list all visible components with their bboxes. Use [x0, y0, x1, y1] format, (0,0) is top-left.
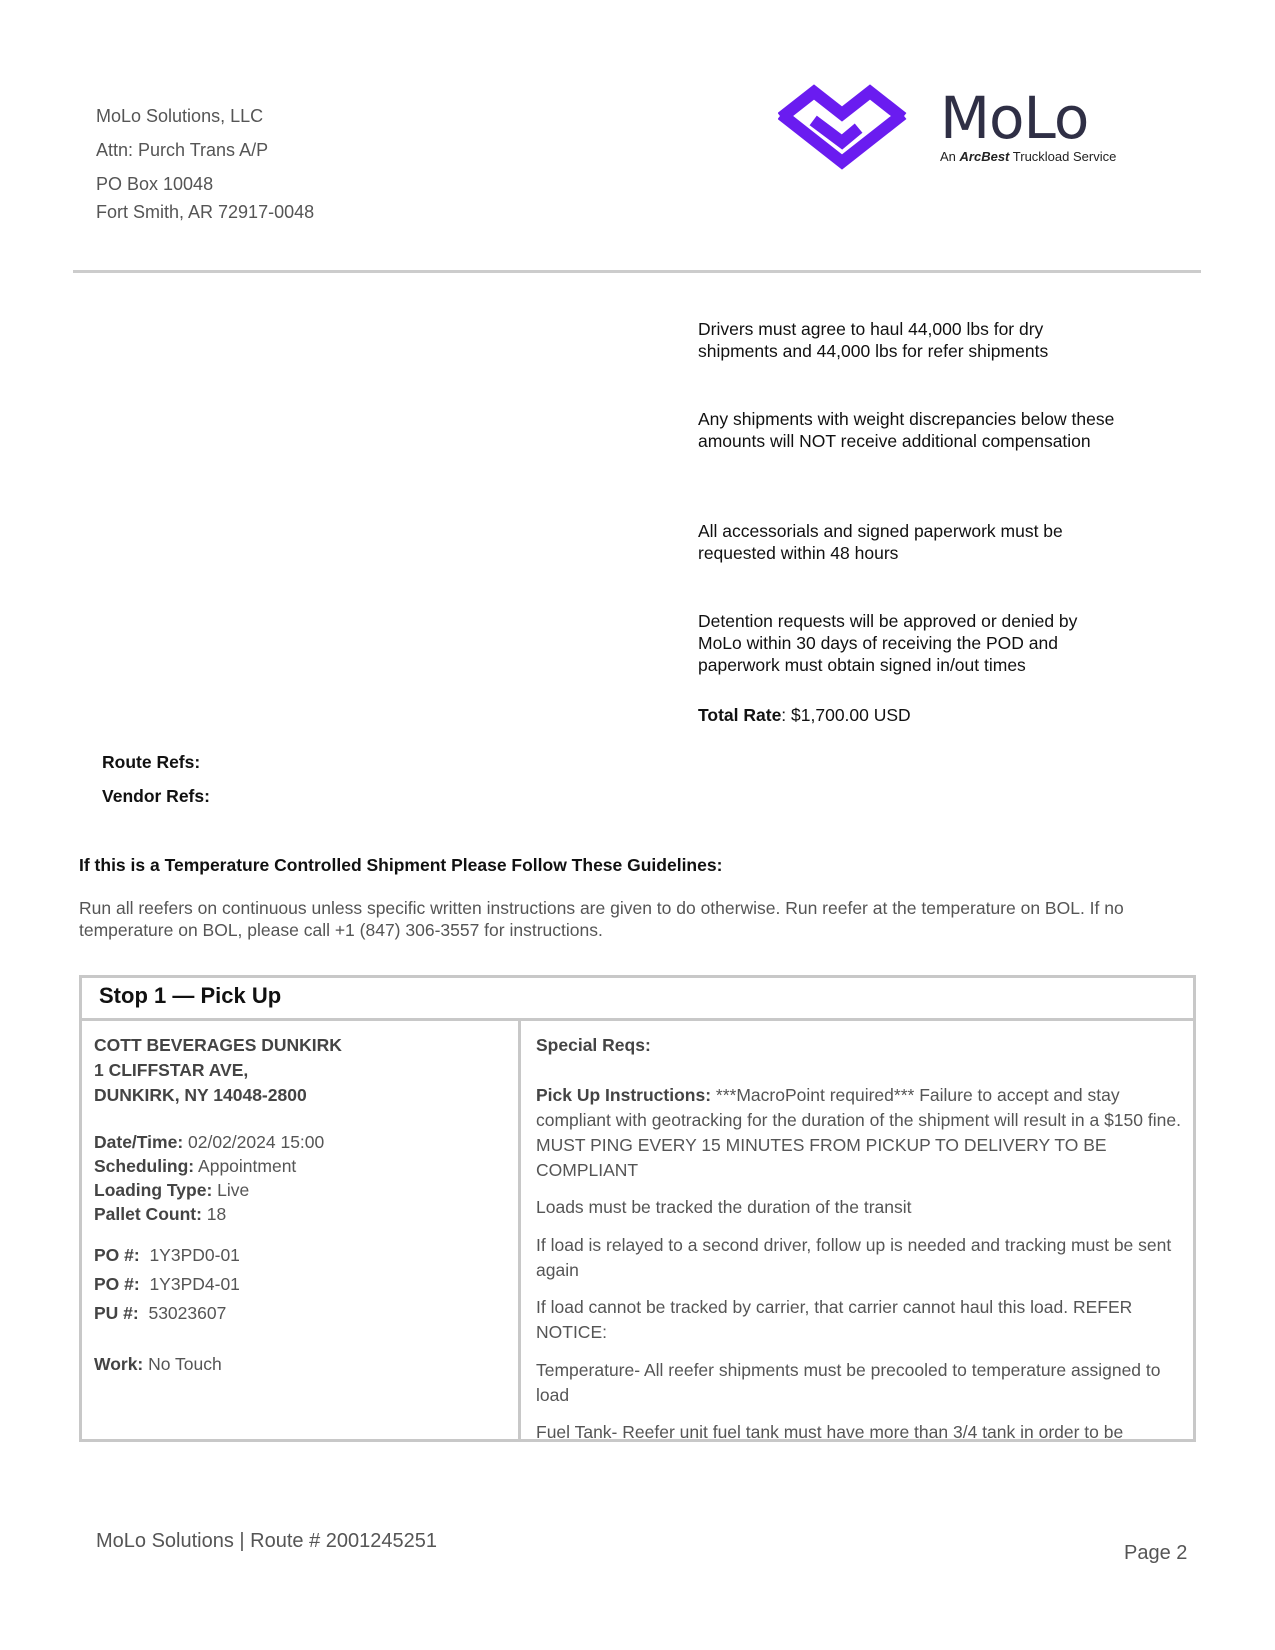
stop-street: 1 CLIFFSTAR AVE,	[94, 1060, 249, 1080]
total-rate	[698, 704, 1118, 726]
temperature-title: If this is a Temperature Controlled Shipment Please Follow These Guidelines:	[79, 855, 723, 875]
logo-tagline	[940, 149, 1116, 164]
sender-po-box: PO Box 10048	[96, 174, 214, 194]
temperature-body: Run all reefers on continuous unless specific written instructions are given to do otherwise. Run reefer at the temperature on BOL. If no temperature on BOL, please call +1 (847) 306-3557 for instructions.	[79, 898, 1124, 940]
logo-tag-suffix: Truckload Service	[1012, 149, 1117, 164]
stop-company: COTT BEVERAGES DUNKIRK	[94, 1035, 342, 1055]
pallet-label: Pallet Count:	[94, 1204, 202, 1224]
instruction-refer-notice: If load cannot be tracked by carrier, that carrier cannot haul this load. REFER NOTICE:	[536, 1297, 1133, 1342]
note-weight: Drivers must agree to haul 44,000 lbs for dry shipments and 44,000 lbs for refer shipments	[698, 319, 1049, 361]
stop-title: Stop 1 — Pick Up	[99, 983, 282, 1008]
note-detention: Detention requests will be approved or denied by MoLo within 30 days of receiving the POD and paperwork must obtain signed in/out times	[698, 611, 1078, 675]
instruction-tracked: Loads must be tracked the duration of the transit	[536, 1197, 912, 1217]
po1-label: PO #:	[94, 1245, 140, 1265]
logo-tag-brand: ArcBest	[959, 149, 1010, 164]
po2-value: 1Y3PD4-01	[139, 1274, 240, 1294]
stop-column-divider	[518, 1018, 521, 1439]
pickup-text: ***MacroPoint required*** Failure to accept and stay compliant with geotracking for the duration of the shipment will result in a $150 fine. MUST PING EVERY 15 MINUTES FROM PICKUP TO DELIVERY TO BE COMPLIANT	[536, 1085, 1181, 1180]
sender-name: MoLo Solutions, LLC	[96, 106, 264, 126]
header-divider	[73, 270, 1201, 273]
footer-route: MoLo Solutions | Route # 2001245251	[96, 1530, 438, 1552]
total-rate-value: : $1,700.00 USD	[781, 705, 911, 725]
stop-work	[94, 1352, 222, 1376]
po1-value: 1Y3PD0-01	[139, 1245, 240, 1265]
pu-label: PU #:	[94, 1303, 139, 1323]
datetime-value: 02/02/2024 15:00	[183, 1132, 325, 1152]
instruction-temperature: Temperature- All reefer shipments must be precooled to temperature assigned to load	[536, 1360, 1161, 1405]
datetime-label: Date/Time:	[94, 1132, 184, 1152]
stop-po-1	[94, 1243, 240, 1267]
logo-tag-prefix: An	[940, 149, 956, 164]
stop-pu	[94, 1301, 226, 1325]
scheduling-value: Appointment	[194, 1156, 297, 1176]
page-number: Page 2	[1124, 1542, 1188, 1564]
stop-loading-type	[94, 1178, 249, 1202]
scheduling-label: Scheduling:	[94, 1156, 195, 1176]
stop-datetime	[94, 1130, 324, 1154]
sender-city: Fort Smith, AR 72917-0048	[96, 202, 315, 222]
pickup-label: Pick Up Instructions:	[536, 1085, 712, 1105]
note-accessorials: All accessorials and signed paperwork must be requested within 48 hours	[698, 521, 1063, 563]
loading-label: Loading Type:	[94, 1180, 213, 1200]
route-refs: Route Refs:	[102, 752, 201, 772]
instruction-relay: If load is relayed to a second driver, follow up is needed and tracking must be sent again	[536, 1235, 1172, 1280]
pickup-instructions	[536, 1083, 1181, 1183]
instruction-fuel-tank: Fuel Tank- Reefer unit fuel tank must have more than 3/4 tank in order to be	[536, 1422, 1124, 1439]
sender-attn: Attn: Purch Trans A/P	[96, 140, 269, 160]
po2-label: PO #:	[94, 1274, 140, 1294]
stop-po-2	[94, 1272, 240, 1296]
special-reqs-label: Special Reqs:	[536, 1035, 651, 1055]
pallet-value: 18	[201, 1204, 227, 1224]
loading-value: Live	[212, 1180, 250, 1200]
vendor-refs: Vendor Refs:	[102, 786, 210, 806]
stop-pallet-count	[94, 1202, 226, 1226]
work-label: Work:	[94, 1354, 144, 1374]
pu-value: 53023607	[138, 1303, 227, 1323]
work-value: No Touch	[143, 1354, 222, 1374]
total-rate-label: Total Rate	[698, 705, 782, 725]
molo-logo-mark	[778, 84, 908, 174]
note-discrepancy: Any shipments with weight discrepancies below these amounts will NOT receive additional compensation	[698, 409, 1115, 451]
stop-city: DUNKIRK, NY 14048-2800	[94, 1085, 307, 1105]
stop-scheduling	[94, 1154, 296, 1178]
logo-wordmark: MoLo	[940, 84, 1089, 152]
